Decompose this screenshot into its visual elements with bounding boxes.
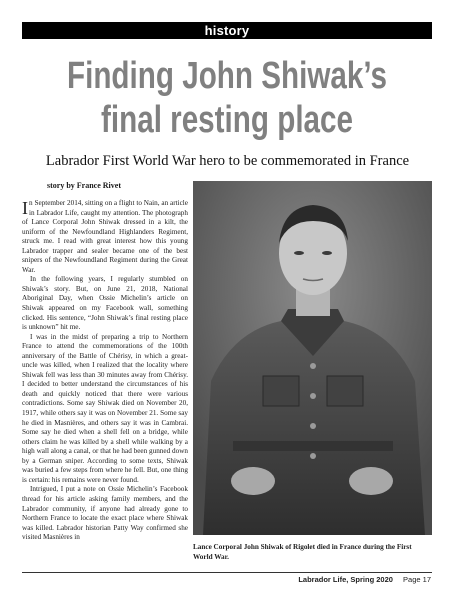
paragraph-2: In the following years, I regularly stumbled on Shiwak’s story. But, on June 21, 2018, National Aboriginal Day, when Ossie Michelin’s article on Shiwak appeared on my Facebook wall, something clicked. His sentence, “John Shiwak’s final resting place is unknown” hit me.	[22, 275, 188, 332]
article-body	[22, 199, 188, 543]
footer	[298, 575, 431, 584]
portrait-photo	[193, 181, 432, 535]
paragraph-4: Intrigued, I put a note on Ossie Michelin’s Facebook thread for his article asking family members, and the Labrador community, if anyone had already gone to Northern France to locate the exact place where Shiwak was killed. Labrador historian Patty Way confirmed she visited Masnières in	[22, 485, 188, 542]
publication-name: Labrador Life, Spring 2020	[298, 575, 393, 584]
photo-caption: Lance Corporal John Shiwak of Rigolet died in France during the First World War.	[193, 543, 412, 561]
page-number: Page 17	[403, 575, 431, 584]
paragraph-1	[22, 199, 188, 275]
paragraph-3: I was in the midst of preparing a trip to Northern France to attend the commemorations of the 100th anniversary of the Battle of Chérisy, in which a great-uncle was killed, when I realized that the locality where Shiwak fell was less than 30 minutes away from Chérisy. I decided to better understand the circumstances of his death and quickly noticed that there were various contradictions. Some say Shiwak died on November 20, 1917, while others say it was on November 21. Some say he died in Masnières, and others say it was in Cambrai. Some say he died when a shell fell on a bridge, while others claim he was killed by a shell while walking by a high wall along a canal, or that he had been gunned down by a German sniper. According to some texts, Shiwak was buried a few steps from where he fell. But, one thing is certain: his remains were never found.	[22, 332, 188, 484]
headline-line-2: final resting place	[100, 99, 354, 141]
paragraph-1-text: n September 2014, sitting on a flight to Nain, an article in Labrador Life, caught my attention. The photograph of Lance Corporal John Shiwak dressed in a kilt, the uniform of the Newfoundland Highlanders Regiment, struck me. I read with great interest how this young Labrador trapper and sealer became one of the best snipers of the Newfoundland Regiment during the Great War.	[22, 199, 188, 274]
byline: story by France Rivet	[47, 181, 121, 190]
headline	[66, 54, 389, 142]
portrait-image	[193, 181, 432, 535]
section-label: history	[204, 23, 250, 38]
section-header	[22, 22, 432, 39]
headline-line-1: Finding John Shiwak’s	[66, 55, 388, 97]
drop-cap: I	[22, 198, 28, 218]
footer-divider	[22, 572, 432, 573]
subtitle: Labrador First World War hero to be commemorated in France	[45, 153, 410, 169]
